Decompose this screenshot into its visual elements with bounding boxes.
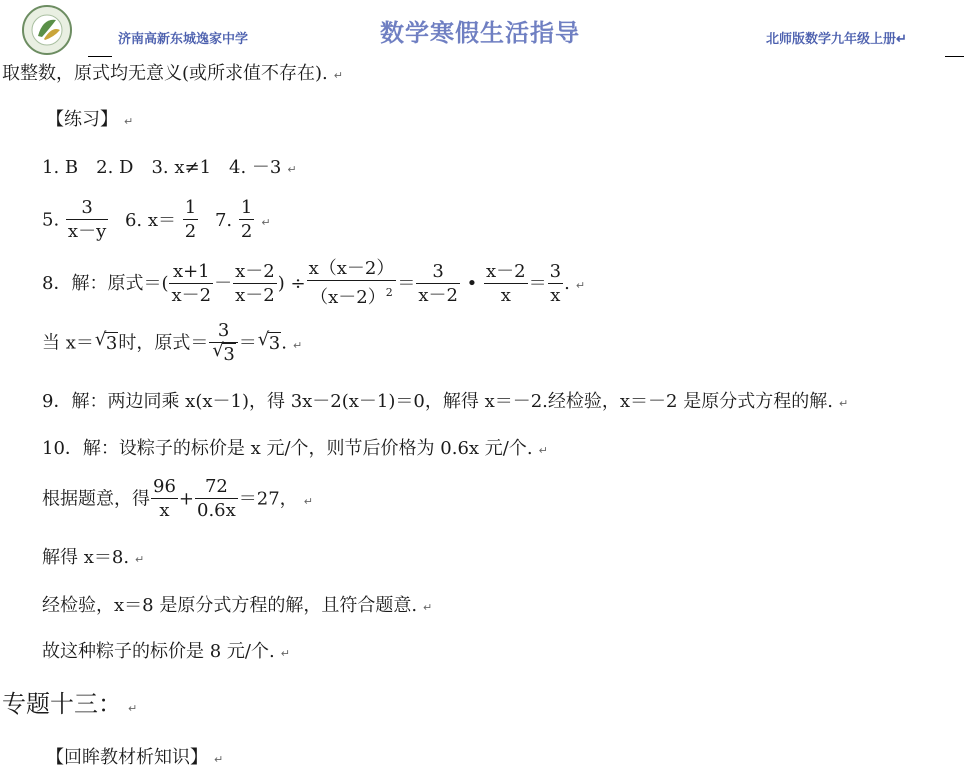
- edition-label: 北师版数学九年级上册↵: [766, 31, 907, 46]
- school-logo-icon: [12, 4, 82, 56]
- fraction: $\frac{1}{2}$: [240, 197, 253, 242]
- topic-heading: 专题十三： ↵: [2, 690, 138, 718]
- paragraph-mark-icon: ↵: [838, 397, 849, 410]
- paragraph-mark-icon: ↵: [423, 601, 433, 614]
- paragraph-mark-icon: ↵: [280, 647, 290, 660]
- sqrt-sign: √ 3: [257, 328, 281, 354]
- paragraph-mark-icon: ↵: [303, 494, 313, 508]
- paragraph-mark-icon: ↵: [333, 69, 343, 82]
- paragraph-mark-icon: ↵: [261, 215, 271, 229]
- page-title: 数学寒假生活指导: [380, 21, 580, 47]
- fraction: $\frac{96}{x}$: [153, 476, 176, 521]
- school-name: 济南高新东城逸家中学: [118, 31, 249, 46]
- paragraph-mark-icon: ↵: [287, 163, 297, 176]
- answer-8: 8．解：原式＝( $\frac{x+1}{x-2}$ － $\frac{x-2}{x-2}$ ) ÷ $\frac{x(x-2)}{(x-2)^2}$ ＝ $\frac{3}{x-2}$ • $\frac{x-2}{x}$ ＝ $\frac{3}{x}$ . ↵: [42, 258, 586, 308]
- practice-heading: 【练习】 ↵: [46, 109, 134, 130]
- answer-10-equation: 根据题意，得 $\frac{96}{x}$ + $\frac{72}{0.6x}$ ＝27， ↵: [42, 476, 313, 521]
- fraction: $\frac{x(x-2)}{(x-2)^2}$: [308, 258, 395, 308]
- paragraph-mark-icon: ↵: [538, 444, 548, 457]
- sqrt-sign: √ 3: [94, 328, 118, 354]
- text-line: 取整数，原式均无意义(或所求值不存在). ↵: [2, 63, 343, 84]
- review-heading: 【回眸教材析知识】 ↵: [46, 747, 224, 768]
- answers-5-7: 5. $\frac{3}{x-y}$ 6. x＝ $\frac{1}{2}$ 7. $\frac{1}{2}$ ↵: [42, 197, 271, 242]
- fraction: $\frac{x-2}{x-2}$: [235, 260, 275, 306]
- fraction: $\frac{3}{x}$: [549, 260, 562, 306]
- fraction: $\frac{72}{0.6x}$: [197, 476, 236, 521]
- page-header: [0, 0, 964, 58]
- answer-10-solve: 解得 x＝8. ↵: [42, 547, 145, 568]
- paragraph-mark-icon: ↵: [575, 279, 586, 292]
- paragraph-mark-icon: ↵: [135, 553, 145, 566]
- answer-10-check: 经检验，x＝8 是原分式方程的解，且符合题意. ↵: [42, 595, 433, 616]
- header-rule: [945, 56, 964, 57]
- paragraph-mark-icon: ↵: [292, 338, 303, 352]
- fraction: 3 √ 3: [209, 320, 237, 367]
- paragraph-mark-icon: ↵: [214, 753, 224, 766]
- paragraph-mark-icon: ↵: [124, 115, 134, 128]
- answers-1-4: 1. B 2. D 3. x≠1 4. －3 ↵: [42, 157, 297, 178]
- header-rule: [88, 56, 112, 57]
- fraction: $\frac{x-2}{x}$: [486, 260, 526, 306]
- answer-10: 10．解：设粽子的标价是 x 元/个，则节后价格为 0.6x 元/个. ↵: [42, 438, 548, 459]
- fraction: $\frac{1}{2}$: [184, 197, 197, 242]
- paragraph-mark-icon: ↵: [128, 702, 138, 715]
- fraction: $\frac{x+1}{x-2}$: [171, 260, 212, 306]
- answer-8-value: 当 x＝ √ 3时，原式＝ 3 √ 3 ＝ √ 3. ↵: [42, 320, 303, 365]
- fraction: $\frac{3}{x-2}$: [418, 260, 458, 306]
- fraction: $\frac{3}{x-y}$: [67, 197, 107, 242]
- answer-9: 9．解：两边同乘 x(x－1)，得 3x－2(x－1)＝0，解得 x＝－2.经检验，x＝－2 是原分式方程的解. ↵: [42, 391, 849, 412]
- answer-10-conclusion: 故这种粽子的标价是 8 元/个. ↵: [42, 641, 290, 662]
